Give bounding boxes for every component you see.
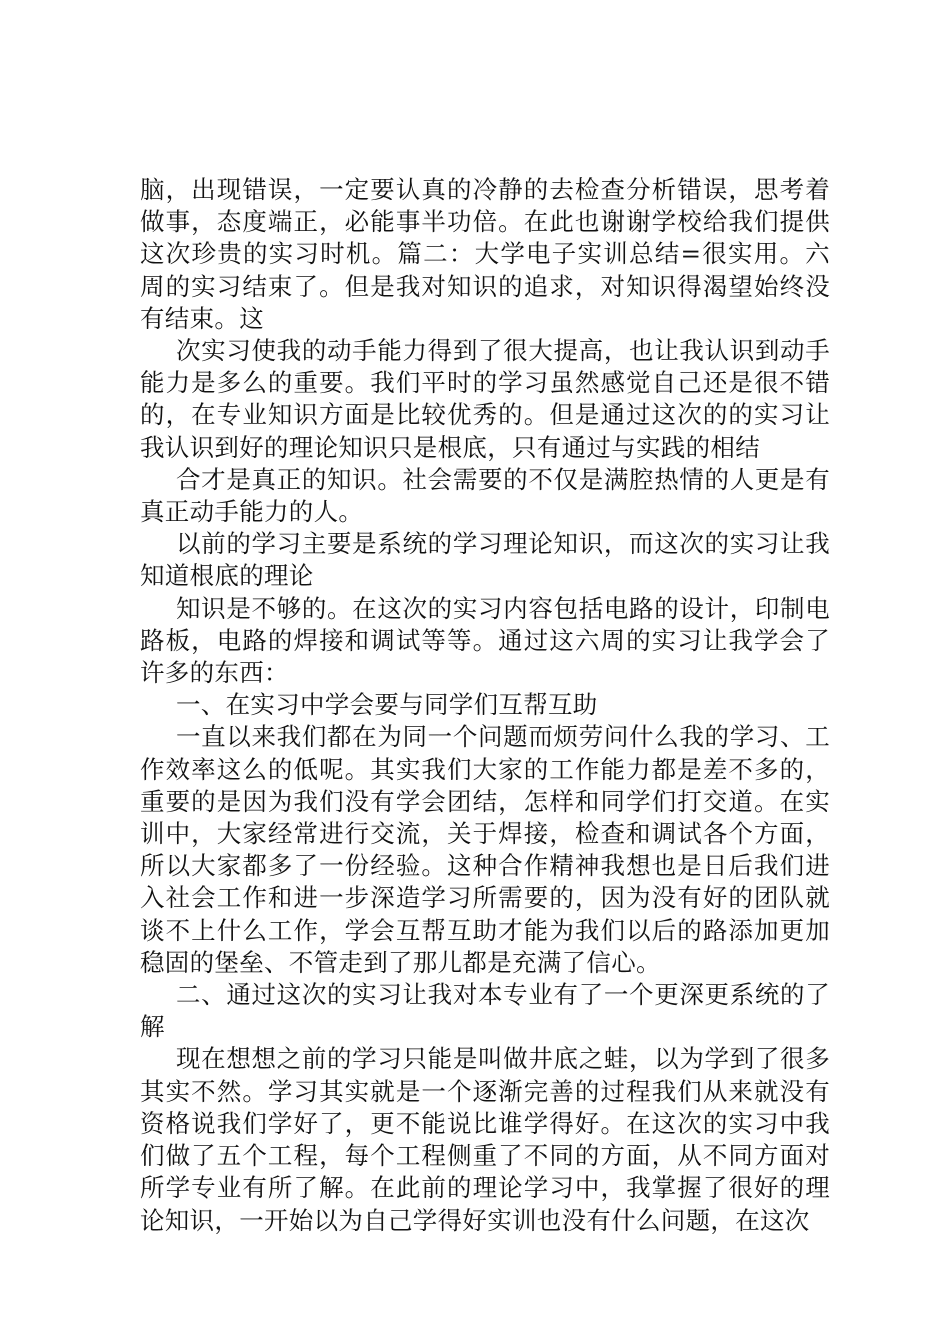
document-body [140,174,830,1237]
paragraph-2: 次实习使我的动手能力得到了很大提高，也让我认识到动手能力是多么的重要。我们平时的学习虽然感觉自己还是很不错的，在专业知识方面是比较优秀的。但是通过这次的的实习让我认识到好的理论知识只是根底，只有通过与实践的相结 [140,336,830,462]
paragraph-6: 一直以来我们都在为同一个问题而烦劳问什么我的学习、工作效率这么的低呢。其实我们大家的工作能力都是差不多的，重要的是因为我们没有学会团结，怎样和同学们打交道。在实训中，大家经常进行交流，关于焊接，检查和调试各个方面，所以大家都多了一份经验。这种合作精神我想也是日后我们进入社会工作和进一步深造学习所需要的，因为没有好的团队就谈不上什么工作，学会互帮互助才能为我们以后的路添加更加稳固的堡垒、不管走到了那儿都是充满了信心。 [140,722,830,977]
paragraph-5: 知识是不够的。在这次的实习内容包括电路的设计，印制电路板，电路的焊接和调试等等。通过这六周的实习让我学会了许多的东西： [140,593,830,688]
paragraph-1: 脑，出现错误，一定要认真的冷静的去检查分析错误，思考着做事，态度端正，必能事半功倍。在此也谢谢学校给我们提供这次珍贵的实习时机。篇二：大学电子实训总结=很实用。六周的实习结束了。但是我对知识的追求，对知识得渴望始终没有结束。这 [140,175,830,333]
paragraph-3: 合才是真正的知识。社会需要的不仅是满腔热情的人更是有真正动手能力的人。 [140,464,830,527]
paragraph-4: 以前的学习主要是系统的学习理论知识，而这次的实习让我知道根底的理论 [140,529,830,591]
section-heading-1: 一、在实习中学会要与同学们互帮互助 [176,690,598,720]
paragraph-7: 现在想想之前的学习只能是叫做井底之蛙，以为学到了很多其实不然。学习其实就是一个逐渐完善的过程我们从来就没有资格说我们学好了，更不能说比谁学得好。在这次的实习中我们做了五个工程，每个工程侧重了不同的方面，从不同方面对所学专业有所了解。在此前的理论学习中，我掌握了很好的理论知识，一开始以为自己学得好实训也没有什么问题，在这次 [140,1044,830,1235]
section-heading-2: 二、通过这次的实习让我对本专业有了一个更深更系统的了解 [140,980,830,1042]
